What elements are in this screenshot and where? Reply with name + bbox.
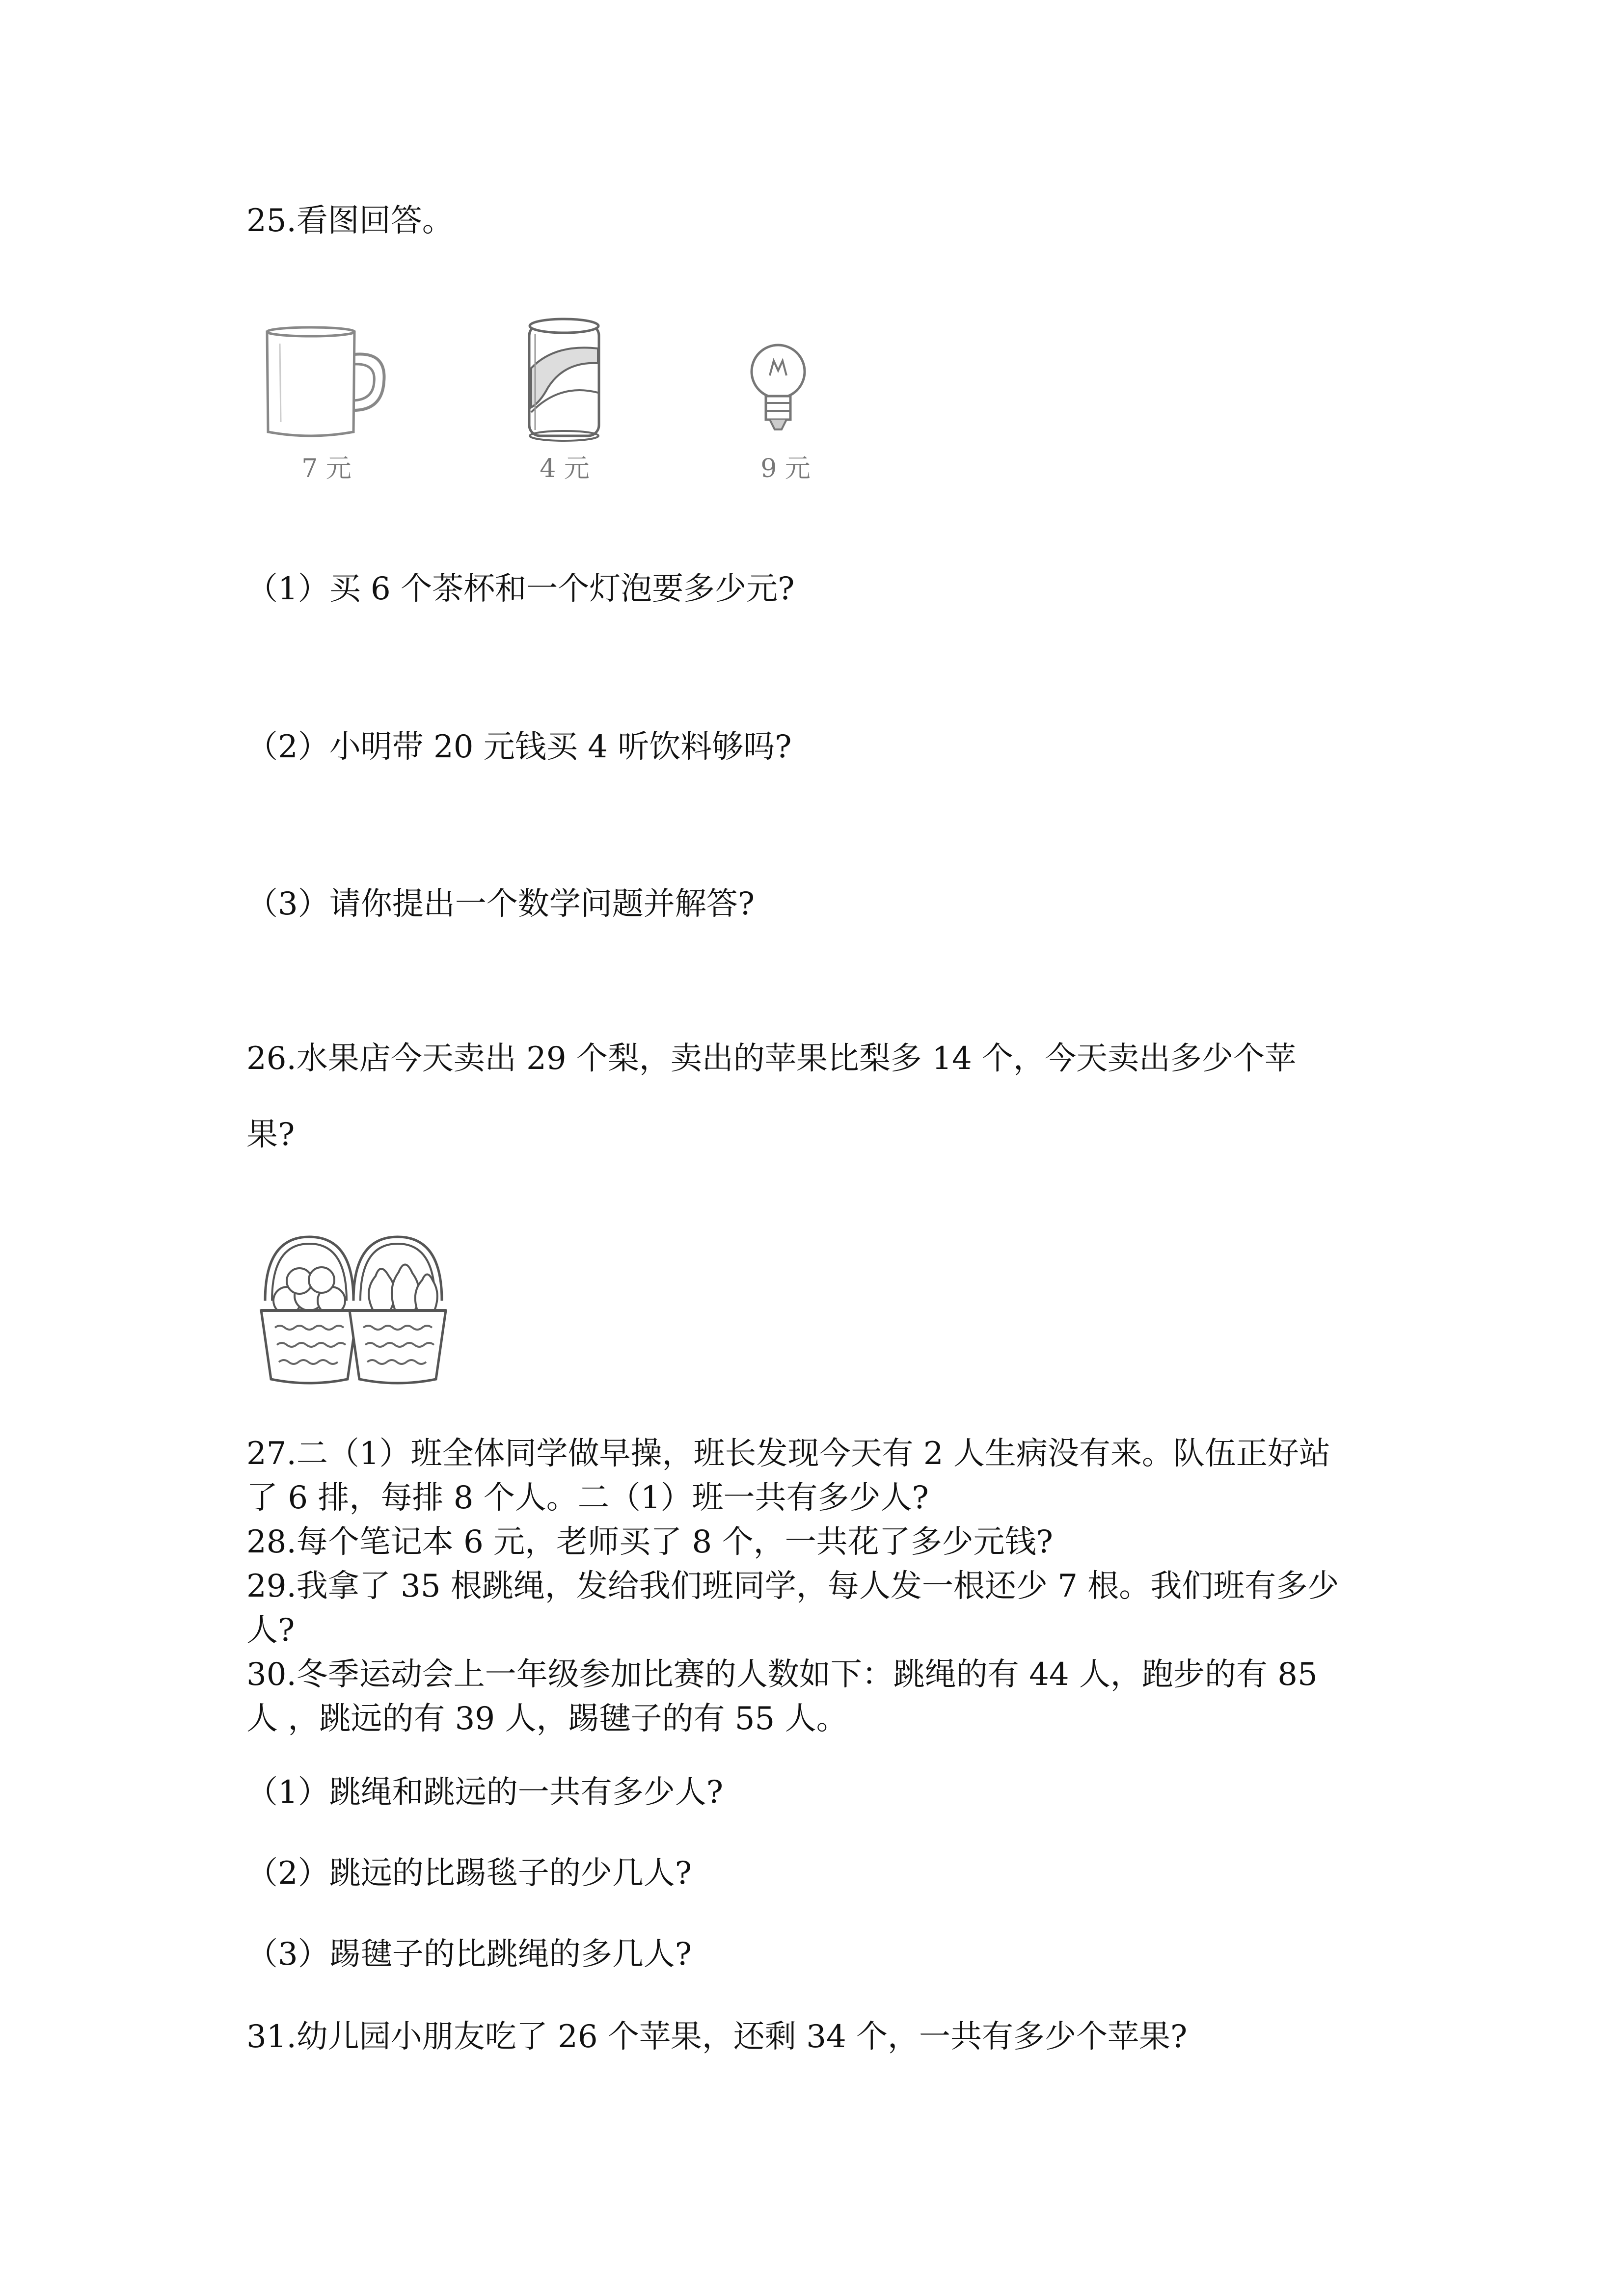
q26-line2: 果?	[246, 1117, 295, 1153]
q30-sub2: （2）跳远的比踢毯子的少几人?	[246, 1855, 692, 1892]
mug-icon	[260, 324, 393, 442]
light-bulb-icon	[746, 341, 810, 439]
q27-line1: 27.二（1）班全体同学做早操，班长发现今天有 2 人生病没有来。队伍正好站	[246, 1436, 1330, 1472]
mug-price: 7 元	[301, 454, 352, 483]
q30-sub1: （1）跳绳和跳远的一共有多少人?	[246, 1774, 724, 1811]
soda-can-icon	[520, 314, 609, 447]
q28: 28.每个笔记本 6 元，老师买了 8 个，一共花了多少元钱?	[246, 1524, 1053, 1560]
q31: 31.幼儿园小朋友吃了 26 个苹果，还剩 34 个，一共有多少个苹果?	[246, 2019, 1188, 2055]
q26-line1: 26.水果店今天卖出 29 个梨，卖出的苹果比梨多 14 个，今天卖出多少个苹	[246, 1041, 1297, 1077]
q30-line1: 30.冬季运动会上一年级参加比赛的人数如下：跳绳的有 44 人，跑步的有 85	[246, 1656, 1318, 1693]
q29-line1: 29.我拿了 35 根跳绳，发给我们班同学，每人发一根还少 7 根。我们班有多少	[246, 1568, 1339, 1604]
q27-line2: 了 6 排，每排 8 个人。二（1）班一共有多少人?	[246, 1480, 929, 1516]
q29-line2: 人?	[246, 1612, 295, 1649]
q30-line2: 人 ，跳远的有 39 人，踢毽子的有 55 人。	[246, 1701, 848, 1737]
soda-can-price: 4 元	[540, 454, 590, 483]
q25-title: 25.看图回答。	[246, 203, 454, 239]
light-bulb-price: 9 元	[760, 454, 811, 483]
q30-sub3: （3）踢毽子的比跳绳的多几人?	[246, 1936, 692, 1973]
q25-sub3: （3）请你提出一个数学问题并解答?	[246, 886, 755, 922]
q25-sub1: （1）买 6 个茶杯和一个灯泡要多少元?	[246, 571, 795, 607]
q25-sub2: （2）小明带 20 元钱买 4 听饮料够吗?	[246, 729, 792, 765]
fruit-baskets-icon	[255, 1227, 452, 1389]
